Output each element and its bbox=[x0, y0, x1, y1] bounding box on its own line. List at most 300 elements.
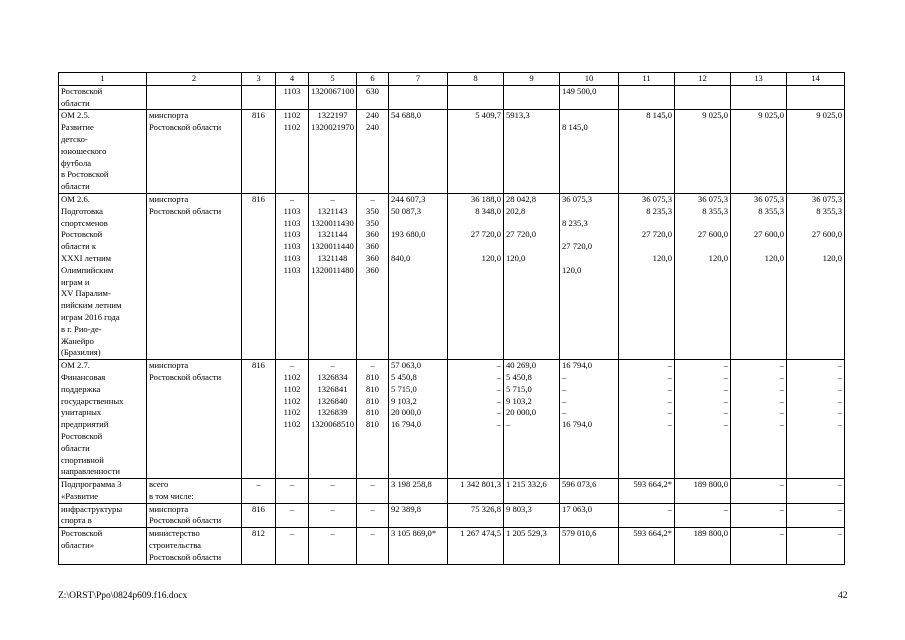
cell-line: – bbox=[837, 503, 842, 514]
cell-line: области» bbox=[61, 540, 95, 551]
cell-line: ОМ 2.6. bbox=[61, 193, 90, 204]
cell-line: 810 bbox=[366, 419, 379, 430]
cell-line: области bbox=[61, 442, 90, 453]
cell-col-2 bbox=[147, 503, 242, 528]
cell-line: 810 bbox=[366, 395, 379, 406]
cell-line: 1102 bbox=[283, 122, 301, 133]
cell-col-6 bbox=[357, 110, 389, 194]
cell-line bbox=[450, 265, 501, 277]
cell-line: 1320021970 bbox=[311, 122, 354, 133]
cell-line: 810 bbox=[366, 371, 379, 382]
cell-line: Ростовской bbox=[61, 430, 103, 441]
cell-line: – bbox=[779, 528, 784, 539]
cell-line: 840,0 bbox=[391, 252, 411, 263]
cell-col-8 bbox=[448, 110, 504, 194]
cell-line: – bbox=[667, 383, 672, 394]
cell-line: – bbox=[562, 383, 567, 394]
cell-line: 1320067100 bbox=[311, 85, 354, 96]
cell-col-12 bbox=[675, 528, 731, 564]
column-header: 1 bbox=[59, 73, 147, 86]
cell-line: 1103 bbox=[283, 229, 301, 240]
cell-line: в Ростовской bbox=[61, 169, 109, 180]
column-header: 12 bbox=[675, 73, 731, 86]
cell-col-7 bbox=[389, 85, 448, 110]
cell-line bbox=[391, 86, 445, 98]
cell-line: 3 105 869,0* bbox=[391, 528, 437, 539]
cell-line: в г. Рио-де- bbox=[61, 323, 102, 334]
cell-line: 16 794,0 bbox=[391, 419, 422, 430]
cell-col-10 bbox=[560, 110, 619, 194]
cell-line: 593 664,2* bbox=[633, 479, 672, 490]
cell-col-10 bbox=[560, 503, 619, 528]
cell-col-13 bbox=[731, 528, 787, 564]
cell-col-10 bbox=[560, 193, 619, 359]
cell-col-10 bbox=[560, 528, 619, 564]
cell-line: 92 389,8 bbox=[391, 503, 422, 514]
cell-line: 1320068510 bbox=[311, 419, 354, 430]
cell-line: 1320011440 bbox=[311, 241, 354, 252]
cell-col-10 bbox=[560, 479, 619, 504]
cell-line: – bbox=[837, 479, 842, 490]
cell-line: 240 bbox=[366, 122, 379, 133]
cell-line: минспорта bbox=[149, 503, 189, 514]
cell-line: – bbox=[330, 528, 335, 539]
cell-line: – bbox=[330, 360, 335, 371]
cell-col-9 bbox=[504, 528, 560, 564]
cell-col-1 bbox=[59, 110, 147, 194]
cell-line: – bbox=[667, 395, 672, 406]
cell-line: 8 355,3 bbox=[702, 205, 728, 216]
table-row bbox=[59, 85, 845, 110]
table-row bbox=[59, 479, 845, 504]
cell-line: – bbox=[723, 371, 728, 382]
cell-col-12 bbox=[675, 193, 731, 359]
cell-line: Финансовая bbox=[61, 371, 106, 382]
cell-line: – bbox=[723, 407, 728, 418]
cell-line: 240 bbox=[366, 110, 379, 121]
cell-line: – bbox=[506, 419, 511, 430]
cell-col-4 bbox=[276, 503, 309, 528]
cell-line: в том числе: bbox=[149, 490, 194, 501]
cell-col-3: 816 bbox=[242, 193, 276, 359]
cell-line: 28 042,8 bbox=[506, 193, 537, 204]
cell-col-4 bbox=[276, 85, 309, 110]
cell-line: футбола bbox=[61, 157, 92, 168]
cell-line bbox=[391, 241, 445, 253]
cell-line: – bbox=[667, 407, 672, 418]
cell-line: – bbox=[496, 360, 501, 371]
cell-line: Ростовской области bbox=[149, 371, 222, 382]
cell-line: 596 073,6 bbox=[562, 479, 597, 490]
cell-line bbox=[677, 218, 728, 230]
cell-line: 1 205 529,3 bbox=[506, 528, 547, 539]
cell-col-3: 816 bbox=[242, 360, 276, 479]
column-header: 6 bbox=[357, 73, 389, 86]
column-header: 14 bbox=[787, 73, 845, 86]
cell-line bbox=[733, 122, 784, 134]
cell-col-12 bbox=[675, 110, 731, 194]
cell-line bbox=[733, 86, 784, 98]
cell-line: 1102 bbox=[283, 407, 301, 418]
cell-line: 360 bbox=[366, 229, 379, 240]
cell-line: 40 269,0 bbox=[506, 360, 537, 371]
cell-col-2 bbox=[147, 85, 242, 110]
cell-col-1 bbox=[59, 528, 147, 564]
cell-col-8 bbox=[448, 503, 504, 528]
cell-line: 36 075,3 bbox=[641, 193, 672, 204]
cell-line: – bbox=[496, 395, 501, 406]
cell-line bbox=[677, 241, 728, 253]
cell-line: 1103 bbox=[283, 85, 301, 96]
cell-line: играм 2016 года bbox=[61, 311, 120, 322]
cell-line: 36 075,3 bbox=[753, 193, 784, 204]
cell-line: юношеского bbox=[61, 145, 107, 156]
cell-line bbox=[789, 218, 842, 230]
column-header: 9 bbox=[504, 73, 560, 86]
cell-line: 360 bbox=[366, 241, 379, 252]
cell-line: всего bbox=[149, 479, 169, 490]
table-row bbox=[59, 110, 845, 194]
cell-line: 1321144 bbox=[317, 229, 348, 240]
cell-line bbox=[621, 265, 672, 277]
cell-col-6 bbox=[357, 193, 389, 359]
cell-line: – bbox=[496, 383, 501, 394]
cell-line: 9 803,3 bbox=[506, 503, 532, 514]
cell-line: области bbox=[61, 181, 90, 192]
cell-line: Ростовской bbox=[61, 528, 103, 539]
cell-col-14 bbox=[787, 528, 845, 564]
cell-line: XV Паралим- bbox=[61, 288, 111, 299]
cell-line: 9 103,2 bbox=[506, 395, 532, 406]
cell-line: – bbox=[289, 193, 295, 204]
cell-line: 579 010,6 bbox=[562, 528, 597, 539]
cell-line: 1321148 bbox=[317, 252, 348, 263]
cell-line: 244 607,3 bbox=[391, 193, 426, 204]
cell-line bbox=[733, 265, 784, 277]
cell-col-8 bbox=[448, 528, 504, 564]
cell-line: 1102 bbox=[283, 371, 301, 382]
cell-line: 360 bbox=[366, 252, 379, 263]
table-row bbox=[59, 360, 845, 479]
cell-line: спортсменов bbox=[61, 217, 108, 228]
cell-line: – bbox=[330, 503, 335, 514]
cell-line: 27 720,0 bbox=[641, 229, 672, 240]
cell-line: 5 450,8 bbox=[506, 371, 532, 382]
cell-col-8 bbox=[448, 360, 504, 479]
cell-line: 1326841 bbox=[317, 383, 348, 394]
cell-col-13 bbox=[731, 360, 787, 479]
page-number: 42 bbox=[838, 591, 848, 601]
cell-line: 149 500,0 bbox=[562, 85, 597, 96]
cell-line: 8 235,3 bbox=[646, 205, 672, 216]
cell-line: – bbox=[370, 479, 375, 490]
cell-line: 3 198 258,8 bbox=[391, 479, 432, 490]
cell-line: 16 794,0 bbox=[562, 360, 593, 371]
cell-col-6 bbox=[357, 85, 389, 110]
cell-line: 5 450,8 bbox=[391, 371, 417, 382]
cell-line: Жанейро bbox=[61, 335, 94, 346]
cell-line: XXXI летним bbox=[61, 252, 112, 263]
column-header: 8 bbox=[448, 73, 504, 86]
cell-line: области bbox=[61, 97, 90, 108]
cell-col-3: 812 bbox=[242, 528, 276, 564]
cell-line: 1102 bbox=[283, 419, 301, 430]
cell-line: 1103 bbox=[283, 241, 301, 252]
cell-col-14 bbox=[787, 193, 845, 359]
cell-line bbox=[789, 122, 842, 134]
cell-line: – bbox=[330, 479, 335, 490]
cell-line bbox=[506, 265, 557, 277]
cell-line bbox=[621, 241, 672, 253]
cell-col-2 bbox=[147, 193, 242, 359]
cell-col-4 bbox=[276, 528, 309, 564]
cell-line: играм и bbox=[61, 276, 90, 287]
cell-line: Ростовской области bbox=[149, 122, 222, 133]
cell-col-13 bbox=[731, 110, 787, 194]
cell-line: – bbox=[837, 371, 842, 382]
cell-line: Ростовской области bbox=[149, 515, 222, 526]
cell-line: – bbox=[779, 479, 784, 490]
cell-col-8 bbox=[448, 85, 504, 110]
cell-line: – bbox=[496, 371, 501, 382]
cell-line: – bbox=[667, 503, 672, 514]
cell-line bbox=[450, 218, 501, 230]
cell-line: направленности bbox=[61, 466, 120, 477]
cell-line: 1 342 801,3 bbox=[460, 479, 501, 490]
cell-line: министерство bbox=[149, 528, 200, 539]
cell-line: Подпрограмма 3 bbox=[61, 479, 122, 490]
header-row bbox=[59, 73, 845, 86]
cell-col-11 bbox=[619, 503, 675, 528]
cell-line: (Бразилия) bbox=[61, 347, 101, 358]
cell-col-5 bbox=[309, 193, 357, 359]
cell-line: – bbox=[562, 407, 567, 418]
cell-col-6 bbox=[357, 528, 389, 564]
cell-line: 36 075,3 bbox=[562, 193, 593, 204]
cell-line: 5 409,7 bbox=[475, 110, 501, 121]
cell-col-3: 816 bbox=[242, 503, 276, 528]
cell-col-6 bbox=[357, 360, 389, 479]
cell-col-3: 816 bbox=[242, 110, 276, 194]
cell-line: минспорта bbox=[149, 193, 189, 204]
cell-col-8 bbox=[448, 479, 504, 504]
cell-line: 27 600,0 bbox=[811, 229, 842, 240]
cell-col-12 bbox=[675, 360, 731, 479]
cell-col-2 bbox=[147, 528, 242, 564]
cell-line: 1326839 bbox=[317, 407, 348, 418]
cell-line: – bbox=[723, 383, 728, 394]
cell-line: 9 025,0 bbox=[702, 110, 728, 121]
cell-line bbox=[562, 206, 616, 218]
column-header: 13 bbox=[731, 73, 787, 86]
cell-line: 36 075,3 bbox=[697, 193, 728, 204]
cell-line: 5 715,0 bbox=[506, 383, 532, 394]
cell-line: – bbox=[330, 193, 335, 204]
cell-line: 54 688,0 bbox=[391, 110, 422, 121]
cell-line bbox=[450, 86, 501, 98]
cell-col-14 bbox=[787, 110, 845, 194]
cell-col-5 bbox=[309, 528, 357, 564]
cell-line: 1322197 bbox=[317, 110, 348, 121]
cell-col-14 bbox=[787, 85, 845, 110]
cell-line: – bbox=[779, 503, 784, 514]
cell-line: – bbox=[779, 383, 784, 394]
cell-col-11 bbox=[619, 85, 675, 110]
cell-line: 9 025,0 bbox=[758, 110, 784, 121]
cell-line: 810 bbox=[366, 407, 379, 418]
cell-line: 17 063,0 bbox=[562, 503, 593, 514]
cell-col-4 bbox=[276, 193, 309, 359]
cell-line: 1326834 bbox=[317, 371, 348, 382]
cell-col-11 bbox=[619, 479, 675, 504]
cell-line: 20 000,0 bbox=[506, 407, 537, 418]
cell-line: – bbox=[289, 479, 295, 490]
cell-line bbox=[677, 86, 728, 98]
cell-line: 630 bbox=[366, 85, 379, 96]
cell-col-9 bbox=[504, 503, 560, 528]
cell-col-14 bbox=[787, 479, 845, 504]
table-row bbox=[59, 528, 845, 564]
cell-line: пийским летним bbox=[61, 300, 122, 311]
cell-line: 8 235,3 bbox=[562, 217, 588, 228]
cell-line: 1103 bbox=[283, 252, 301, 263]
cell-line: 1 267 474,5 bbox=[460, 528, 501, 539]
cell-line: Ростовской bbox=[61, 85, 103, 96]
cell-line bbox=[506, 241, 557, 253]
cell-col-5 bbox=[309, 110, 357, 194]
cell-line: строительства bbox=[149, 540, 201, 551]
cell-col-12 bbox=[675, 85, 731, 110]
cell-line: Ростовской области bbox=[149, 205, 222, 216]
cell-line: 1103 bbox=[283, 264, 301, 275]
cell-line: – bbox=[723, 503, 728, 514]
cell-line: 9 103,2 bbox=[391, 395, 417, 406]
cell-line: 1103 bbox=[283, 205, 301, 216]
cell-line: – bbox=[779, 360, 784, 371]
column-header: 7 bbox=[389, 73, 448, 86]
cell-line bbox=[789, 265, 842, 277]
cell-line: 8 348,0 bbox=[475, 205, 501, 216]
column-header: 11 bbox=[619, 73, 675, 86]
cell-line: – bbox=[562, 371, 567, 382]
cell-line: 1321143 bbox=[317, 205, 348, 216]
cell-line: 1102 bbox=[283, 110, 301, 121]
cell-line bbox=[677, 265, 728, 277]
cell-line: 120,0 bbox=[764, 252, 784, 263]
cell-col-9 bbox=[504, 110, 560, 194]
cell-line: 1 215 332,6 bbox=[506, 479, 547, 490]
cell-col-9 bbox=[504, 479, 560, 504]
cell-col-1 bbox=[59, 360, 147, 479]
cell-col-2 bbox=[147, 479, 242, 504]
cell-line bbox=[789, 86, 842, 98]
cell-line bbox=[621, 218, 672, 230]
cell-line bbox=[506, 122, 557, 134]
cell-line: спортивной bbox=[61, 454, 104, 465]
cell-col-7 bbox=[389, 479, 448, 504]
cell-line: – bbox=[779, 407, 784, 418]
column-header: 5 bbox=[309, 73, 357, 86]
cell-col-7 bbox=[389, 193, 448, 359]
cell-line: 189 800,0 bbox=[693, 479, 728, 490]
cell-line: 593 664,2* bbox=[633, 528, 672, 539]
cell-line bbox=[733, 218, 784, 230]
column-header: 4 bbox=[276, 73, 309, 86]
cell-line: – bbox=[779, 371, 784, 382]
cell-line: поддержка bbox=[61, 383, 101, 394]
cell-line: – bbox=[837, 419, 842, 430]
cell-line: инфраструктуры bbox=[61, 503, 123, 514]
cell-col-7 bbox=[389, 110, 448, 194]
cell-line: – bbox=[370, 360, 375, 371]
cell-line: 810 bbox=[366, 383, 379, 394]
cell-col-7 bbox=[389, 528, 448, 564]
cell-line: 1320011480 bbox=[311, 264, 354, 275]
cell-line: 27 720,0 bbox=[506, 229, 537, 240]
cell-line: предприятий bbox=[61, 419, 109, 430]
cell-line: – bbox=[837, 383, 842, 394]
cell-line: 75 326,8 bbox=[470, 503, 501, 514]
cell-col-6 bbox=[357, 479, 389, 504]
cell-line: 9 025,0 bbox=[816, 110, 842, 121]
cell-line: 8 355,3 bbox=[758, 205, 784, 216]
cell-line: – bbox=[496, 407, 501, 418]
cell-line bbox=[789, 241, 842, 253]
cell-line: – bbox=[370, 528, 375, 539]
cell-line: – bbox=[837, 528, 842, 539]
cell-line: – bbox=[289, 528, 295, 539]
cell-line: детско- bbox=[61, 133, 88, 144]
cell-col-2 bbox=[147, 360, 242, 479]
cell-line: – bbox=[289, 503, 295, 514]
cell-line: 193 680,0 bbox=[391, 229, 426, 240]
table-row bbox=[59, 503, 845, 528]
budget-table bbox=[58, 72, 845, 565]
cell-line: 350 bbox=[366, 205, 379, 216]
cell-col-9 bbox=[504, 193, 560, 359]
cell-line: 1102 bbox=[283, 395, 301, 406]
cell-line: 36 075,3 bbox=[811, 193, 842, 204]
cell-line: 8 145,0 bbox=[562, 122, 588, 133]
cell-line: Ростовской области bbox=[149, 551, 222, 562]
cell-col-10 bbox=[560, 85, 619, 110]
cell-col-3: – bbox=[242, 479, 276, 504]
cell-line bbox=[506, 218, 557, 230]
cell-line: – bbox=[289, 360, 295, 371]
column-header: 10 bbox=[560, 73, 619, 86]
cell-line bbox=[562, 229, 616, 241]
cell-line: области к bbox=[61, 241, 97, 252]
cell-line: – bbox=[370, 193, 375, 204]
cell-line: – bbox=[562, 395, 567, 406]
cell-line: «Развитие bbox=[61, 490, 99, 501]
cell-line: 1326840 bbox=[317, 395, 348, 406]
file-path: Z:\ORST\Ppo\0824p609.f16.docx bbox=[58, 591, 188, 601]
table-row bbox=[59, 193, 845, 359]
cell-col-13 bbox=[731, 503, 787, 528]
cell-line: 202,8 bbox=[506, 205, 526, 216]
cell-line: 27 720,0 bbox=[470, 229, 501, 240]
cell-line: Олимпийским bbox=[61, 264, 114, 275]
cell-line: 5 715,0 bbox=[391, 383, 417, 394]
cell-line bbox=[562, 110, 616, 122]
cell-col-11 bbox=[619, 528, 675, 564]
column-header: 2 bbox=[147, 73, 242, 86]
cell-col-10 bbox=[560, 360, 619, 479]
cell-line: ОМ 2.7. bbox=[61, 360, 90, 371]
cell-col-11 bbox=[619, 193, 675, 359]
cell-line: – bbox=[667, 419, 672, 430]
